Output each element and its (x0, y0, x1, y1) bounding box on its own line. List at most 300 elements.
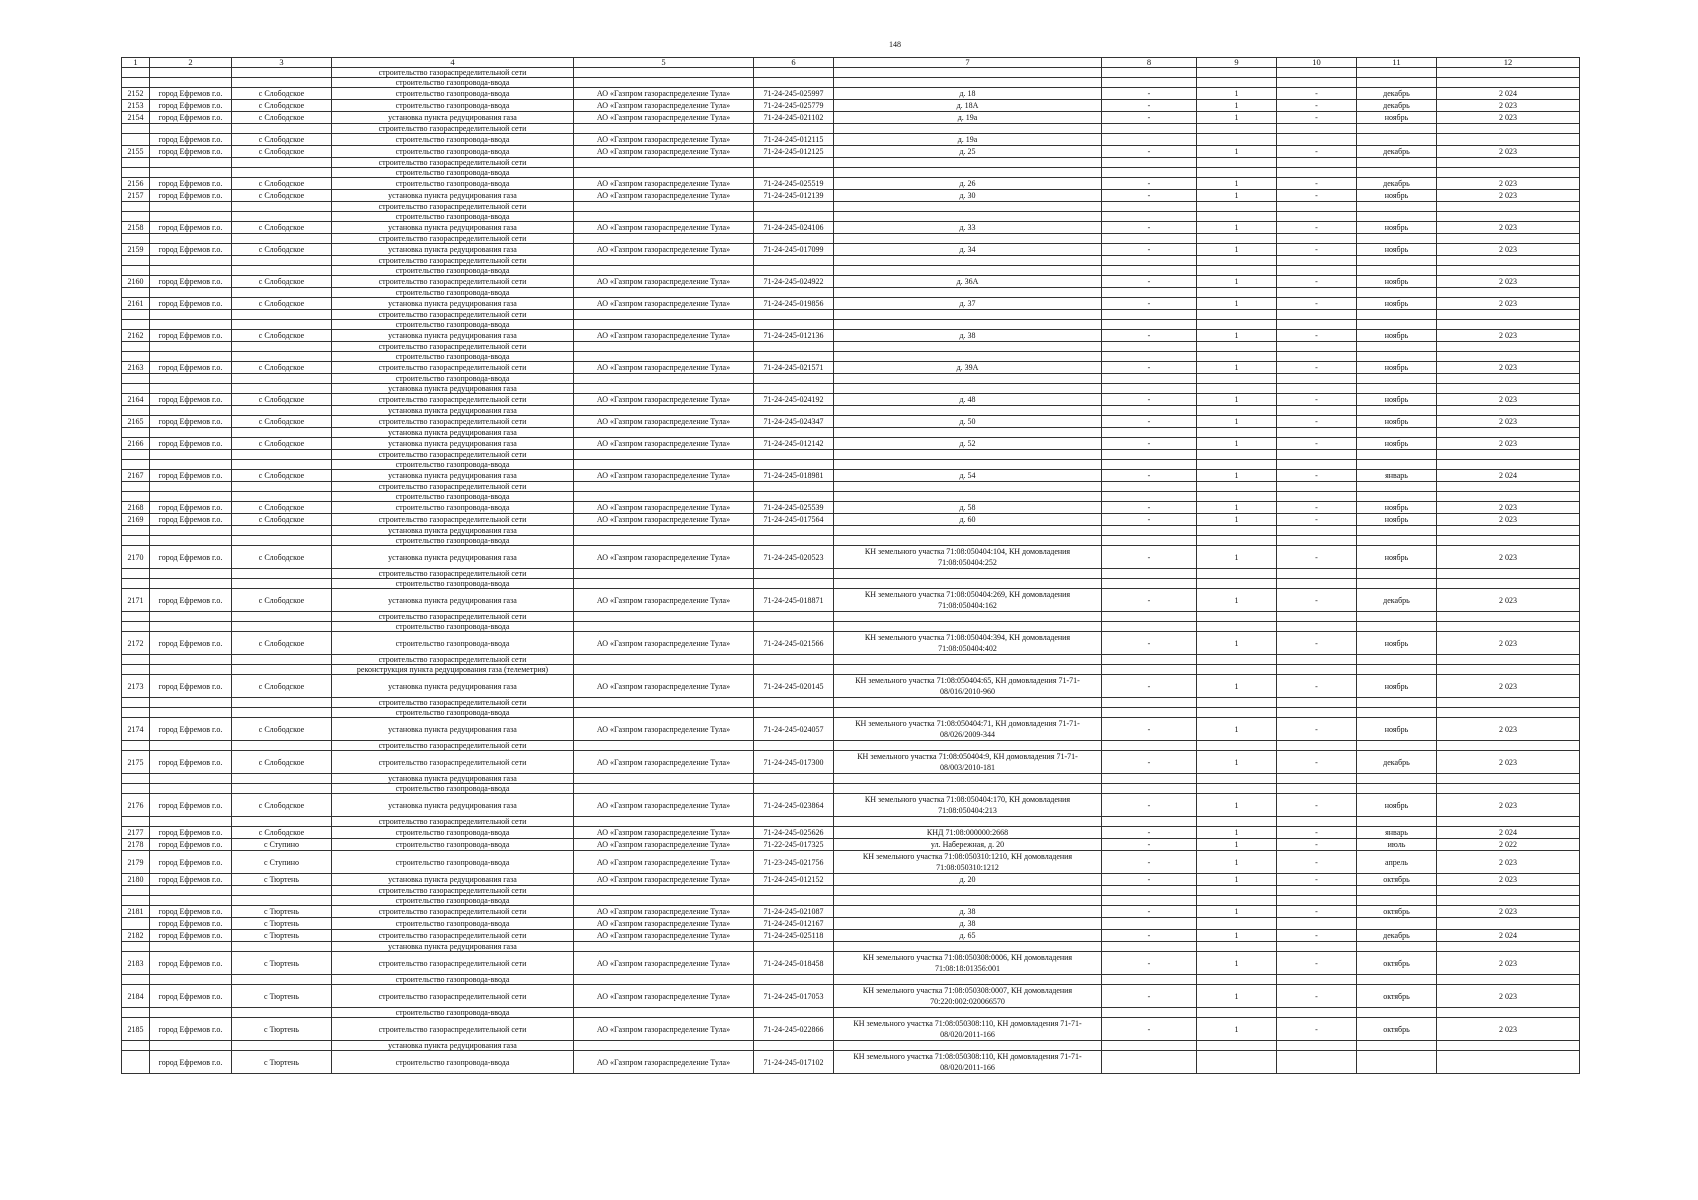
col-9-value: 1 (1197, 190, 1277, 202)
address: КН земельного участка 71:08:050404:9, КН домовладения 71-71-08/003/2010-181 (834, 751, 1102, 774)
row-number (122, 450, 150, 460)
organization (574, 352, 754, 362)
col-9-value (1197, 1008, 1277, 1018)
table-row (122, 124, 1580, 134)
application-code (754, 384, 834, 394)
col-9-value: 1 (1197, 718, 1277, 741)
table-row (122, 655, 1580, 665)
settlement: с Слободское (232, 88, 332, 100)
row-number (122, 158, 150, 168)
col-9-value: 1 (1197, 394, 1277, 406)
work-type: строительство газопровода-ввода (332, 502, 574, 514)
work-type: строительство газопровода-ввода (332, 1051, 574, 1074)
completion-year: 2 023 (1437, 751, 1580, 774)
col-9-value: 1 (1197, 470, 1277, 482)
col-9-value (1197, 158, 1277, 168)
address: д. 37 (834, 298, 1102, 310)
row-number (122, 384, 150, 394)
col-10-value: - (1277, 178, 1357, 190)
completion-year (1437, 266, 1580, 276)
completion-month: январь (1357, 827, 1437, 839)
address: д. 65 (834, 930, 1102, 942)
work-type: строительство газораспределительной сети (332, 482, 574, 492)
col-8-value: - (1102, 851, 1197, 874)
row-number: 2153 (122, 100, 150, 112)
completion-year: 2 023 (1437, 546, 1580, 569)
application-code (754, 492, 834, 502)
completion-month: ноябрь (1357, 502, 1437, 514)
completion-month: апрель (1357, 851, 1437, 874)
table-row (122, 886, 1580, 896)
municipality (150, 212, 232, 222)
address: КН земельного участка 71:08:050308:0007, КН домовладения 70:220:002:020066570 (834, 985, 1102, 1008)
organization: АО «Газпром газораспределение Тула» (574, 112, 754, 124)
completion-month: ноябрь (1357, 276, 1437, 288)
address: д. 18А (834, 100, 1102, 112)
completion-year (1437, 134, 1580, 146)
col-9-value (1197, 492, 1277, 502)
application-code: 71-24-245-012167 (754, 918, 834, 930)
completion-year (1437, 665, 1580, 675)
address: д. 19а (834, 112, 1102, 124)
completion-year (1437, 460, 1580, 470)
row-number: 2180 (122, 874, 150, 886)
application-code (754, 975, 834, 985)
address: КН земельного участка 71:08:050308:110, КН домовладения 71-71-08/020/2011-166 (834, 1051, 1102, 1074)
table-row (122, 298, 1580, 310)
address (834, 536, 1102, 546)
col-9-value (1197, 482, 1277, 492)
col-10-value: - (1277, 394, 1357, 406)
address (834, 579, 1102, 589)
address: КН земельного участка 71:08:050404:170, КН домовладения 71:08:050404:213 (834, 794, 1102, 817)
work-type: установка пункта редуцирования газа (332, 222, 574, 234)
completion-year: 2 023 (1437, 1018, 1580, 1041)
work-type: установка пункта редуцирования газа (332, 190, 574, 202)
row-number (122, 256, 150, 266)
col-9-value: 1 (1197, 330, 1277, 342)
completion-month: ноябрь (1357, 514, 1437, 526)
work-type: строительство газопровода-ввода (332, 100, 574, 112)
completion-month (1357, 384, 1437, 394)
settlement (232, 741, 332, 751)
col-8-value: - (1102, 632, 1197, 655)
table-row (122, 975, 1580, 985)
address (834, 492, 1102, 502)
col-10-value: - (1277, 718, 1357, 741)
col-8-value (1102, 708, 1197, 718)
column-header: 9 (1197, 58, 1277, 68)
col-9-value (1197, 124, 1277, 134)
municipality (150, 784, 232, 794)
completion-month: декабрь (1357, 589, 1437, 612)
col-8-value (1102, 942, 1197, 952)
settlement (232, 665, 332, 675)
address (834, 708, 1102, 718)
row-number (122, 698, 150, 708)
application-code (754, 202, 834, 212)
completion-year: 2 023 (1437, 330, 1580, 342)
completion-year: 2 023 (1437, 718, 1580, 741)
organization: АО «Газпром газораспределение Тула» (574, 589, 754, 612)
completion-month: октябрь (1357, 906, 1437, 918)
organization (574, 741, 754, 751)
address: д. 26 (834, 178, 1102, 190)
col-9-value: 1 (1197, 874, 1277, 886)
address: КН земельного участка 71:08:050404:394, КН домовладения 71:08:050404:402 (834, 632, 1102, 655)
municipality (150, 374, 232, 384)
col-9-value: 1 (1197, 930, 1277, 942)
col-10-value: - (1277, 146, 1357, 158)
col-8-value (1102, 774, 1197, 784)
application-code (754, 942, 834, 952)
application-code (754, 1008, 834, 1018)
col-9-value: 1 (1197, 416, 1277, 428)
municipality: город Ефремов г.о. (150, 918, 232, 930)
municipality (150, 536, 232, 546)
completion-month (1357, 655, 1437, 665)
settlement: с Слободское (232, 298, 332, 310)
settlement (232, 942, 332, 952)
col-8-value (1102, 918, 1197, 930)
completion-month: октябрь (1357, 952, 1437, 975)
settlement (232, 526, 332, 536)
completion-month (1357, 78, 1437, 88)
completion-month (1357, 665, 1437, 675)
work-type: строительство газораспределительной сети (332, 256, 574, 266)
address (834, 374, 1102, 384)
col-8-value (1102, 124, 1197, 134)
settlement (232, 168, 332, 178)
col-10-value (1277, 310, 1357, 320)
col-10-value (1277, 168, 1357, 178)
col-10-value: - (1277, 244, 1357, 256)
row-number: 2179 (122, 851, 150, 874)
organization: АО «Газпром газораспределение Тула» (574, 827, 754, 839)
organization: АО «Газпром газораспределение Тула» (574, 88, 754, 100)
table-row (122, 1041, 1580, 1051)
col-10-value (1277, 536, 1357, 546)
address (834, 234, 1102, 244)
application-code (754, 158, 834, 168)
work-type: строительство газопровода-ввода (332, 88, 574, 100)
col-9-value (1197, 569, 1277, 579)
work-type: строительство газопровода-ввода (332, 632, 574, 655)
col-10-value: - (1277, 276, 1357, 288)
completion-year (1437, 78, 1580, 88)
settlement (232, 708, 332, 718)
municipality (150, 310, 232, 320)
work-type: строительство газопровода-ввода (332, 896, 574, 906)
col-10-value (1277, 817, 1357, 827)
application-code (754, 406, 834, 416)
table-row (122, 352, 1580, 362)
organization: АО «Газпром газораспределение Тула» (574, 952, 754, 975)
organization: АО «Газпром газораспределение Тула» (574, 146, 754, 158)
work-type: установка пункта редуцирования газа (332, 438, 574, 450)
application-code (754, 784, 834, 794)
col-8-value: - (1102, 952, 1197, 975)
table-row (122, 88, 1580, 100)
completion-year: 2 023 (1437, 632, 1580, 655)
municipality (150, 741, 232, 751)
completion-year (1437, 384, 1580, 394)
col-10-value (1277, 975, 1357, 985)
row-number (122, 68, 150, 78)
completion-month: ноябрь (1357, 546, 1437, 569)
organization: АО «Газпром газораспределение Тула» (574, 851, 754, 874)
col-10-value (1277, 665, 1357, 675)
completion-month: ноябрь (1357, 190, 1437, 202)
table-row (122, 492, 1580, 502)
completion-month (1357, 168, 1437, 178)
col-8-value: - (1102, 502, 1197, 514)
application-code (754, 320, 834, 330)
col-9-value: 1 (1197, 362, 1277, 374)
completion-year (1437, 741, 1580, 751)
application-code (754, 78, 834, 88)
col-10-value: - (1277, 416, 1357, 428)
completion-year (1437, 1008, 1580, 1018)
municipality: город Ефремов г.о. (150, 675, 232, 698)
table-row (122, 234, 1580, 244)
organization (574, 975, 754, 985)
application-code: 71-24-245-024106 (754, 222, 834, 234)
address (834, 78, 1102, 88)
col-9-value (1197, 665, 1277, 675)
work-type: установка пункта редуцирования газа (332, 1041, 574, 1051)
address: д. 20 (834, 874, 1102, 886)
settlement (232, 320, 332, 330)
row-number: 2161 (122, 298, 150, 310)
municipality: город Ефремов г.о. (150, 985, 232, 1008)
col-9-value (1197, 536, 1277, 546)
municipality: город Ефремов г.о. (150, 546, 232, 569)
work-type: установка пункта редуцирования газа (332, 718, 574, 741)
work-type: установка пункта редуцирования газа (332, 244, 574, 256)
col-9-value (1197, 784, 1277, 794)
organization (574, 406, 754, 416)
work-type: строительство газораспределительной сети (332, 817, 574, 827)
address: д. 38 (834, 330, 1102, 342)
completion-month (1357, 406, 1437, 416)
address: КН земельного участка 71:08:050308:110, КН домовладения 71-71-08/020/2011-166 (834, 1018, 1102, 1041)
work-type: строительство газопровода-ввода (332, 212, 574, 222)
address (834, 665, 1102, 675)
col-10-value (1277, 784, 1357, 794)
col-9-value (1197, 310, 1277, 320)
settlement: с Тюртень (232, 906, 332, 918)
table-row (122, 665, 1580, 675)
address (834, 741, 1102, 751)
municipality (150, 492, 232, 502)
address (834, 942, 1102, 952)
col-10-value (1277, 708, 1357, 718)
col-8-value (1102, 612, 1197, 622)
settlement: с Слободское (232, 438, 332, 450)
work-type: строительство газораспределительной сети (332, 655, 574, 665)
municipality: город Ефремов г.о. (150, 222, 232, 234)
municipality: город Ефремов г.о. (150, 874, 232, 886)
col-10-value (1277, 320, 1357, 330)
completion-month (1357, 612, 1437, 622)
address (834, 569, 1102, 579)
col-9-value (1197, 212, 1277, 222)
col-10-value (1277, 741, 1357, 751)
address (834, 320, 1102, 330)
settlement: с Слободское (232, 546, 332, 569)
completion-year: 2 024 (1437, 827, 1580, 839)
completion-year (1437, 168, 1580, 178)
table-row (122, 438, 1580, 450)
municipality: город Ефремов г.о. (150, 146, 232, 158)
col-10-value (1277, 68, 1357, 78)
organization: АО «Газпром газораспределение Тула» (574, 546, 754, 569)
completion-month (1357, 428, 1437, 438)
municipality (150, 942, 232, 952)
col-10-value (1277, 1051, 1357, 1074)
col-10-value (1277, 406, 1357, 416)
table-row (122, 536, 1580, 546)
row-number: 2178 (122, 839, 150, 851)
organization: АО «Газпром газораспределение Тула» (574, 514, 754, 526)
col-8-value (1102, 450, 1197, 460)
completion-year: 2 023 (1437, 438, 1580, 450)
col-9-value (1197, 896, 1277, 906)
address: д. 39А (834, 362, 1102, 374)
organization: АО «Газпром газораспределение Тула» (574, 134, 754, 146)
municipality (150, 406, 232, 416)
table-row (122, 546, 1580, 569)
completion-month (1357, 374, 1437, 384)
completion-month (1357, 212, 1437, 222)
municipality: город Ефремов г.о. (150, 416, 232, 428)
completion-month: ноябрь (1357, 112, 1437, 124)
application-code (754, 212, 834, 222)
application-code: 71-24-245-025519 (754, 178, 834, 190)
completion-month: ноябрь (1357, 438, 1437, 450)
table-row (122, 256, 1580, 266)
completion-year: 2 024 (1437, 930, 1580, 942)
address (834, 622, 1102, 632)
work-type: строительство газопровода-ввода (332, 839, 574, 851)
organization (574, 460, 754, 470)
organization: АО «Газпром газораспределение Тула» (574, 298, 754, 310)
table-row (122, 212, 1580, 222)
row-number (122, 1041, 150, 1051)
settlement (232, 569, 332, 579)
work-type: установка пункта редуцирования газа (332, 298, 574, 310)
application-code (754, 124, 834, 134)
completion-month (1357, 1008, 1437, 1018)
organization (574, 78, 754, 88)
application-code (754, 1041, 834, 1051)
work-type: строительство газопровода-ввода (332, 78, 574, 88)
organization (574, 784, 754, 794)
application-code: 71-24-245-024057 (754, 718, 834, 741)
row-number: 2183 (122, 952, 150, 975)
table-row (122, 1008, 1580, 1018)
address: д. 18 (834, 88, 1102, 100)
completion-month (1357, 579, 1437, 589)
completion-year (1437, 158, 1580, 168)
col-9-value: 1 (1197, 985, 1277, 1008)
address (834, 428, 1102, 438)
organization: АО «Газпром газораспределение Тула» (574, 100, 754, 112)
address: д. 38 (834, 918, 1102, 930)
address (834, 1008, 1102, 1018)
work-type: строительство газопровода-ввода (332, 536, 574, 546)
col-9-value (1197, 526, 1277, 536)
work-type: строительство газопровода-ввода (332, 708, 574, 718)
table-row (122, 394, 1580, 406)
col-8-value (1102, 310, 1197, 320)
table-row (122, 784, 1580, 794)
column-header: 1 (122, 58, 150, 68)
settlement (232, 342, 332, 352)
col-8-value (1102, 158, 1197, 168)
work-type: строительство газораспределительной сети (332, 202, 574, 212)
application-code: 71-24-245-021087 (754, 906, 834, 918)
settlement (232, 784, 332, 794)
row-number: 2172 (122, 632, 150, 655)
organization (574, 536, 754, 546)
settlement: с Тюртень (232, 918, 332, 930)
organization (574, 886, 754, 896)
table-row (122, 774, 1580, 784)
municipality (150, 774, 232, 784)
work-type: строительство газораспределительной сети (332, 514, 574, 526)
municipality (150, 526, 232, 536)
row-number (122, 774, 150, 784)
address (834, 310, 1102, 320)
completion-year: 2 023 (1437, 416, 1580, 428)
address: КН земельного участка 71:08:050404:65, КН домовладения 71-71-08/016/2010-960 (834, 675, 1102, 698)
settlement (232, 234, 332, 244)
application-code (754, 612, 834, 622)
application-code (754, 352, 834, 362)
completion-month: ноябрь (1357, 362, 1437, 374)
organization (574, 622, 754, 632)
application-code (754, 526, 834, 536)
municipality: город Ефремов г.о. (150, 930, 232, 942)
table-row (122, 288, 1580, 298)
row-number (122, 234, 150, 244)
organization (574, 1041, 754, 1051)
work-type: строительство газораспределительной сети (332, 1018, 574, 1041)
completion-month (1357, 784, 1437, 794)
col-9-value (1197, 234, 1277, 244)
completion-month (1357, 234, 1437, 244)
settlement (232, 1041, 332, 1051)
col-10-value (1277, 288, 1357, 298)
organization: АО «Газпром газораспределение Тула» (574, 1051, 754, 1074)
row-number (122, 352, 150, 362)
organization: АО «Газпром газораспределение Тула» (574, 839, 754, 851)
table-row (122, 450, 1580, 460)
settlement (232, 1008, 332, 1018)
col-8-value: - (1102, 1018, 1197, 1041)
col-8-value: - (1102, 874, 1197, 886)
work-type: установка пункта редуцирования газа (332, 675, 574, 698)
col-8-value (1102, 896, 1197, 906)
gas-works-table (121, 57, 1580, 1074)
row-number: 2154 (122, 112, 150, 124)
completion-year (1437, 975, 1580, 985)
completion-month: ноябрь (1357, 394, 1437, 406)
col-10-value (1277, 266, 1357, 276)
completion-year (1437, 569, 1580, 579)
